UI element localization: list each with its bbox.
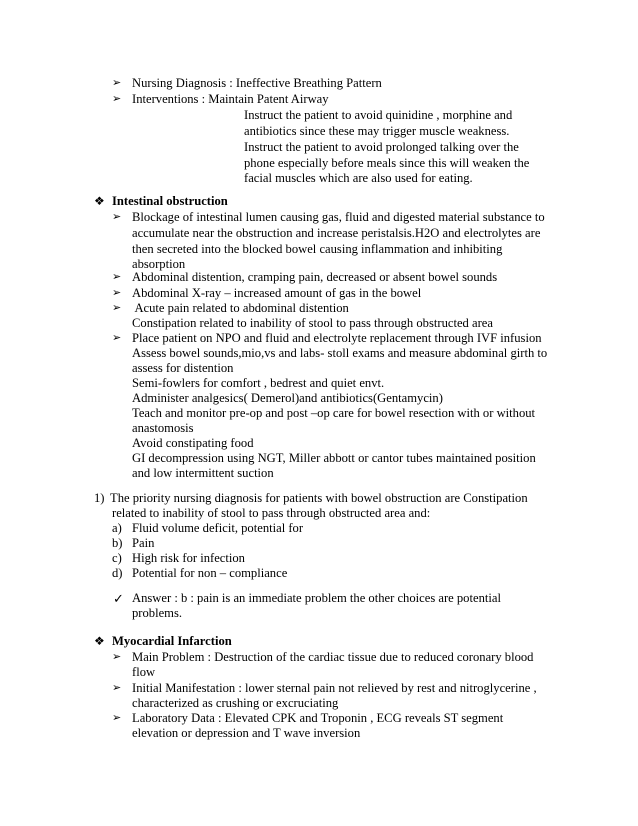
- arrow-bullet-icon: ➢: [112, 682, 122, 694]
- option-text: Pain: [132, 536, 155, 550]
- intestinal-line: GI decompression using NGT, Miller abbott or cantor tubes maintained position: [132, 451, 536, 465]
- mi-line: Laboratory Data : Elevated CPK and Troponin , ECG reveals ST segment: [132, 711, 504, 725]
- arrow-bullet-icon: ➢: [112, 332, 122, 344]
- intestinal-line: Avoid constipating food: [132, 436, 254, 450]
- instruction-line: facial muscles which are also used for eating.: [244, 171, 473, 185]
- option-text: Fluid volume deficit, potential for: [132, 521, 304, 535]
- mi-line: Main Problem : Destruction of the cardiac tissue due to reduced coronary blood: [132, 650, 534, 664]
- checkmark-icon: ✓: [113, 591, 124, 606]
- intestinal-line: Blockage of intestinal lumen causing gas, fluid and digested material substance to: [132, 210, 545, 224]
- mi-line: flow: [132, 665, 156, 679]
- question-stem-line: The priority nursing diagnosis for patients with bowel obstruction are Constipation: [110, 491, 528, 505]
- option-letter: b): [112, 536, 123, 550]
- intestinal-line: Abdominal X-ray – increased amount of gas in the bowel: [132, 286, 422, 300]
- answer-line: problems.: [132, 606, 183, 620]
- section-heading-mi: Myocardial Infarction: [112, 634, 232, 648]
- intestinal-line: Acute pain related to abdominal distention: [132, 301, 349, 315]
- mi-line: elevation or depression and T wave inversion: [132, 726, 361, 740]
- intestinal-line: absorption: [132, 257, 186, 271]
- intestinal-line: and low intermittent suction: [132, 466, 274, 480]
- instruction-line: Instruct the patient to avoid prolonged talking over the: [244, 140, 519, 154]
- intestinal-line: Abdominal distention, cramping pain, decreased or absent bowel sounds: [132, 270, 498, 284]
- arrow-bullet-icon: ➢: [112, 712, 122, 724]
- answer-line: Answer : b : pain is an immediate problem the other choices are potential: [132, 591, 501, 605]
- diamond-bullet-icon: ❖: [94, 194, 105, 208]
- arrow-bullet-icon: ➢: [112, 211, 122, 223]
- diamond-bullet-icon: ❖: [94, 634, 105, 648]
- intestinal-line: Assess bowel sounds,mio,vs and labs- stoll exams and measure abdominal girth to: [132, 346, 548, 360]
- option-text: High risk for infection: [132, 551, 245, 565]
- instruction-line: phone especially before meals since this will weaken the: [244, 156, 530, 170]
- intestinal-line: Teach and monitor pre-op and post –op care for bowel resection with or without: [132, 406, 536, 420]
- arrow-bullet-icon: ➢: [112, 271, 122, 283]
- intestinal-line: then secreted into the blocked bowel causing inflammation and inhibiting: [132, 242, 503, 256]
- arrow-bullet-icon: ➢: [112, 287, 122, 299]
- question-number: 1): [94, 491, 105, 505]
- section-heading-intestinal: Intestinal obstruction: [112, 194, 228, 208]
- arrow-bullet-icon: ➢: [112, 77, 122, 89]
- mi-line: Initial Manifestation : lower sternal pain not relieved by rest and nitroglycerine ,: [132, 681, 537, 695]
- instruction-line: Instruct the patient to avoid quinidine , morphine and: [244, 108, 513, 122]
- question-stem-line: related to inability of stool to pass through obstructed area and:: [112, 506, 431, 520]
- option-text: Potential for non – compliance: [132, 566, 288, 580]
- intestinal-line: Semi-fowlers for comfort , bedrest and quiet envt.: [132, 376, 385, 390]
- interventions-line: Interventions : Maintain Patent Airway: [132, 92, 329, 106]
- nursing-diagnosis-line: Nursing Diagnosis : Ineffective Breathing Pattern: [132, 76, 382, 90]
- option-letter: a): [112, 521, 122, 535]
- option-letter: d): [112, 566, 123, 580]
- arrow-bullet-icon: ➢: [112, 651, 122, 663]
- intestinal-line: Administer analgesics( Demerol)and antibiotics(Gentamycin): [132, 391, 443, 405]
- intestinal-line: assess for distention: [132, 361, 234, 375]
- mi-line: characterized as crushing or excruciating: [132, 696, 339, 710]
- intestinal-line: Place patient on NPO and fluid and electrolyte replacement through IVF infusion: [132, 331, 542, 345]
- intestinal-line: anastomosis: [132, 421, 194, 435]
- arrow-bullet-icon: ➢: [112, 93, 122, 105]
- intestinal-line: Constipation related to inability of stool to pass through obstructed area: [132, 316, 493, 330]
- arrow-bullet-icon: ➢: [112, 302, 122, 314]
- intestinal-line: accumulate near the obstruction and increase peristalsis.H2O and electrolytes are: [132, 226, 541, 240]
- instruction-line: antibiotics since these may trigger muscle weakness.: [244, 124, 510, 138]
- option-letter: c): [112, 551, 122, 565]
